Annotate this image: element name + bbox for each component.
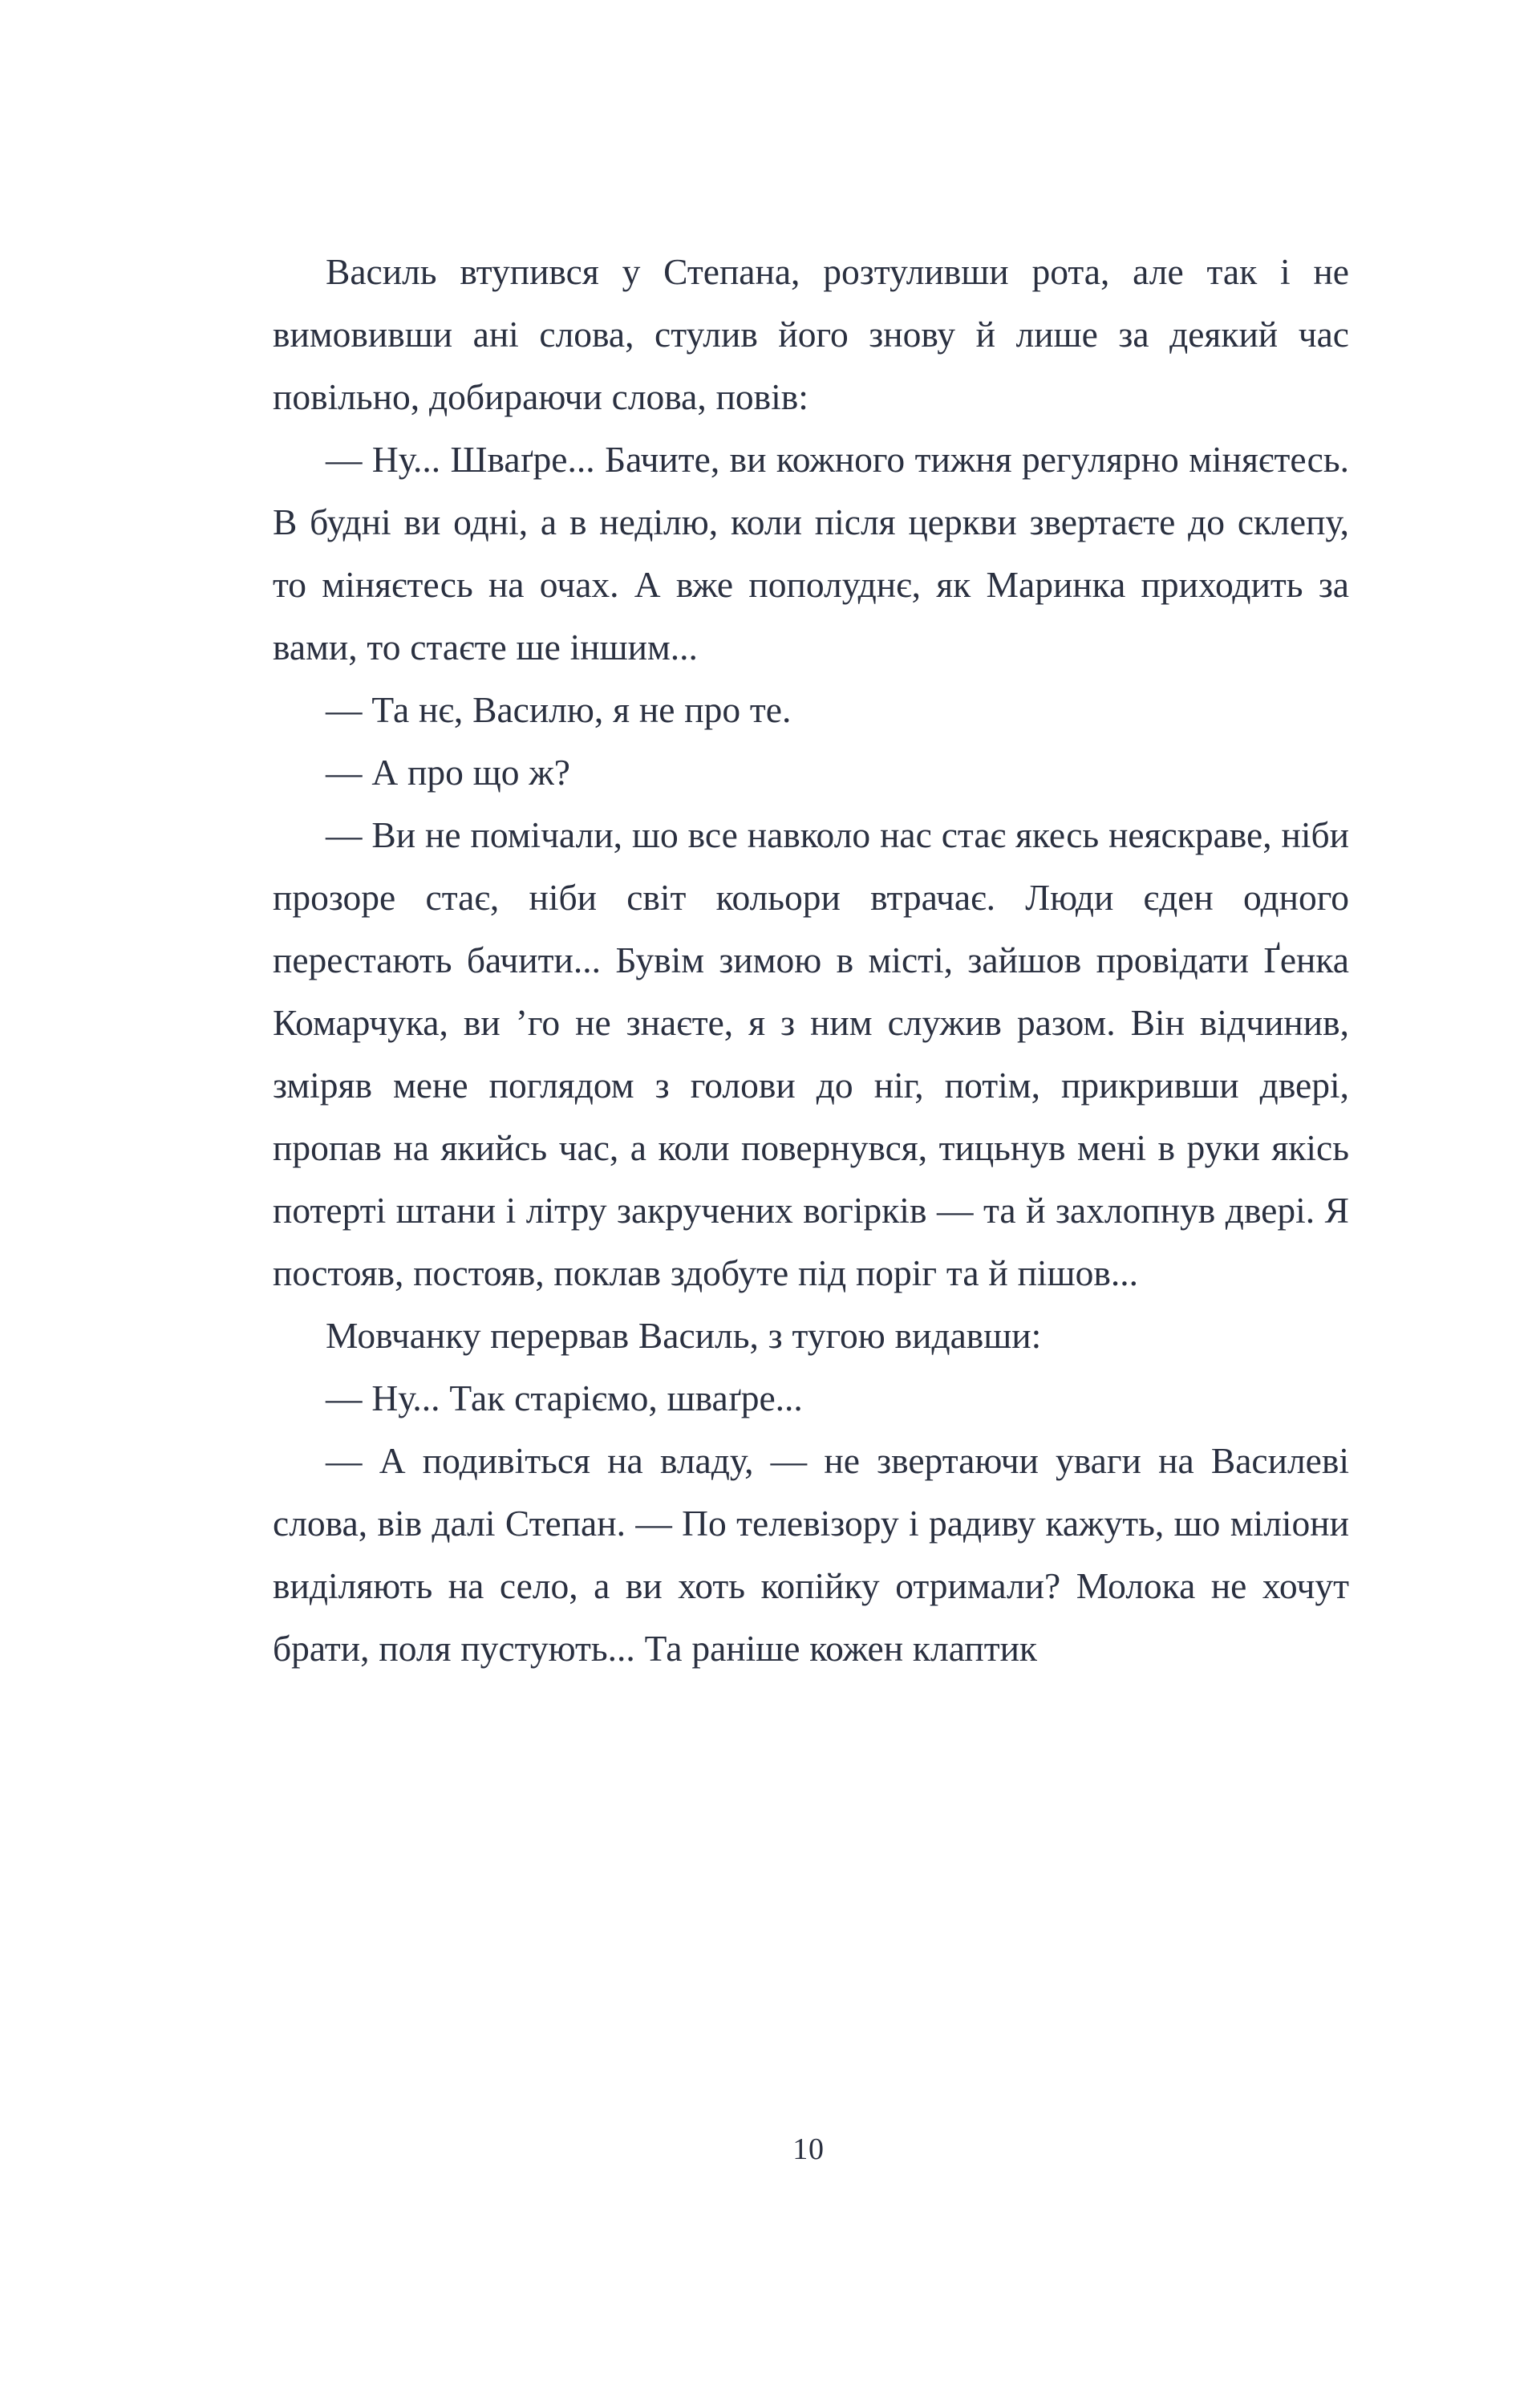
paragraph: Василь втупився у Степана, розтуливши рота, але так і не вимовивши ані слова, стулив його знову й лише за деякий час повільно, добираючи слова, повів:: [273, 251, 1349, 417]
paragraph: Мовчанку перервав Василь, з тугою видавши:: [326, 1315, 1042, 1356]
page-number: 10: [792, 2132, 825, 2166]
paragraph: — Ну... Так старіємо, шваґре...: [326, 1378, 803, 1418]
paragraph: — А про що ж?: [326, 752, 570, 793]
paragraph: — Ну... Шваґре... Бачите, ви кожного тижня регулярно міняєтесь. В будні ви одні, а в неділю, коли після церкви звертаєте до склепу, то міняєтесь на очах. А вже пополуднє, як Маринка приходить за вами, то стаєте ше іншим...: [273, 439, 1349, 667]
paragraph: — А подивіться на владу, — не звертаючи уваги на Василеві слова, вів далі Степан. — По телевізору і радиву кажуть, шо міліони виділяють на село, а ви хоть копійку отримали? Молока не хочут брати, поля пустують... Та раніше кожен клаптик: [273, 1440, 1349, 1669]
paragraph: — Та нє, Василю, я не про те.: [326, 689, 792, 730]
body-text-block: [273, 241, 1349, 1680]
paragraph: — Ви не помічали, шо все навколо нас стає якесь неяскраве, ніби прозоре стає, ніби світ кольори втрачає. Люди єден одного перестають бачити... Бувім зимою в місті, зайшов провідати Ґенка Комарчука, ви ʼго не знаєте, я з ним служив разом. Він відчинив, зміряв мене поглядом з голови до ніг, потім, прикривши двері, пропав на якийсь час, а коли повернувся, тицьнув мені в руки якісь потерті штани і літру закручених вогірків — та й захлопнув двері. Я постояв, постояв, поклав здобуте під поріг та й пішов...: [273, 814, 1349, 1293]
